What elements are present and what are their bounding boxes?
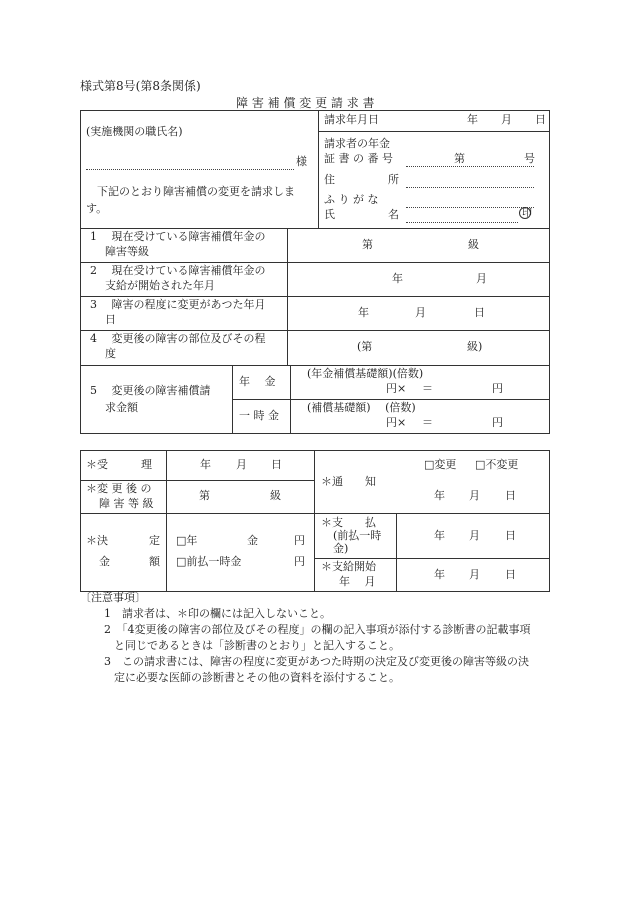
row2-year: 年 xyxy=(392,272,403,285)
row1-label: 1 現在受けている障害補償年金の xyxy=(90,230,266,243)
office-start-day: 日 xyxy=(505,568,516,581)
row5-pension-label: 年 金 xyxy=(239,375,276,388)
office-payment-label-end: 金) xyxy=(333,542,349,555)
office-grade-kyu: 級 xyxy=(270,489,281,502)
office-notice-year: 年 xyxy=(434,489,445,502)
request-statement-cont: す。 xyxy=(86,202,108,215)
office-receipt-year: 年 xyxy=(200,458,211,471)
furigana-label: ふ り が な xyxy=(324,193,379,206)
row5-pension-eq: ＝ xyxy=(422,382,433,395)
seal-mark: 印 xyxy=(522,208,532,219)
row5-lump-eq: ＝ xyxy=(422,416,433,429)
name-label-b: 名 xyxy=(388,208,399,221)
office-receipt-label: ＊受 理 xyxy=(86,458,152,471)
row2-label: 2 現在受けている障害補償年金の xyxy=(90,264,266,277)
note-2: 2 「4変更後の障害の部位及びその程度」の欄の記入事項が添付する診断書の記載事項 xyxy=(104,623,531,636)
row4-dai: (第 xyxy=(357,340,373,353)
name-line xyxy=(406,222,518,223)
office-receipt-day: 日 xyxy=(271,458,282,471)
office-grade-label: ＊変 更 後 の xyxy=(86,482,152,495)
note-3: 3 この請求書には、障害の程度に変更があつた時期の決定及び変更後の障害等級の決 xyxy=(104,655,529,668)
address-label: 住 xyxy=(324,173,335,186)
official-name-label: (実施機関の職氏名) xyxy=(86,125,183,138)
request-date-day: 日 xyxy=(535,113,546,126)
row5-lump-label: 一 時 金 xyxy=(239,409,279,422)
office-notice-day: 日 xyxy=(505,489,516,502)
office-grade-label-cont: 障 害 等 級 xyxy=(99,497,154,510)
address-line xyxy=(406,187,534,188)
office-decision-label-b: 定 xyxy=(149,534,160,547)
office-notice-month: 月 xyxy=(469,489,480,502)
office-pension-yen: 円 xyxy=(294,534,305,547)
office-payment-month: 月 xyxy=(469,529,480,542)
office-start-month: 月 xyxy=(469,568,480,581)
office-start-year: 年 xyxy=(434,568,445,581)
notes-heading: 〔注意事項〕 xyxy=(80,591,146,604)
note-3-cont: 定に必要な医師の診断書とその他の資料を添付すること。 xyxy=(114,671,400,684)
office-grade-dai: 第 xyxy=(199,489,210,502)
note-2-cont: と同じであるときは「診断書のとおり」と記入すること。 xyxy=(114,639,400,652)
request-date-year: 年 xyxy=(467,113,478,126)
furigana-line xyxy=(406,207,534,208)
row4-label-cont: 度 xyxy=(105,347,116,360)
name-label: 氏 xyxy=(324,208,335,221)
row5-pension-yen: 円× xyxy=(386,382,407,395)
office-amount-label: 金 xyxy=(99,555,110,568)
office-changed-checkbox: □変更 xyxy=(424,458,457,471)
official-name-line xyxy=(86,169,294,170)
row3-month: 月 xyxy=(415,306,426,319)
row1-dai: 第 xyxy=(362,238,373,251)
row5-lump-result: 円 xyxy=(492,416,503,429)
office-payment-year: 年 xyxy=(434,529,445,542)
row1-kyu: 級 xyxy=(468,238,479,251)
pension-cert-dai: 第 xyxy=(454,152,465,165)
row3-label: 3 障害の程度に変更があつた年月 xyxy=(90,298,266,311)
pension-cert-label: 請求者の年金 xyxy=(324,137,390,150)
row5-label: 5 変更後の障害補償請 xyxy=(90,384,211,397)
request-date-label: 請求年月日 xyxy=(324,113,379,126)
office-receipt-month: 月 xyxy=(236,458,247,471)
page-title: 障 害 補 償 変 更 請 求 書 xyxy=(236,96,375,110)
row5-label-cont: 求金額 xyxy=(105,401,138,414)
pension-cert-label-cont: 証 書 の 番 号 xyxy=(324,152,393,165)
note-1: 1 請求者は、＊印の欄には記入しないこと。 xyxy=(104,607,331,620)
office-pension-checkbox: □年 xyxy=(176,534,198,547)
office-notice-label: ＊通 知 xyxy=(321,475,376,488)
office-advance-checkbox: □前払一時金 xyxy=(176,555,242,568)
pension-cert-go: 号 xyxy=(524,152,535,165)
form-number: 様式第8号(第8条関係) xyxy=(80,79,201,93)
office-advance-yen: 円 xyxy=(294,555,305,568)
row3-day: 日 xyxy=(474,306,485,319)
row3-label-cont: 日 xyxy=(105,313,116,326)
request-date-month: 月 xyxy=(501,113,512,126)
office-payment-day: 日 xyxy=(505,529,516,542)
row2-month: 月 xyxy=(476,272,487,285)
office-payment-label-cont: (前払一時 xyxy=(333,529,382,542)
row4-kyu: 級) xyxy=(467,340,483,353)
row2-label-cont: 支給が開始された年月 xyxy=(105,279,215,292)
row3-year: 年 xyxy=(358,306,369,319)
request-statement: 下記のとおり障害補償の変更を請求しま xyxy=(97,185,295,198)
office-start-label: ＊支給開始 xyxy=(321,560,376,573)
row5-pension-formula: (年金補償基礎額)(倍数) xyxy=(307,367,424,380)
row5-pension-result: 円 xyxy=(492,382,503,395)
honorific: 様 xyxy=(296,155,307,168)
office-decision-label: ＊決 xyxy=(86,534,108,547)
office-pension-kin: 金 xyxy=(247,534,258,547)
office-amount-label-b: 額 xyxy=(149,555,160,568)
office-start-label-cont: 年 月 xyxy=(339,575,376,588)
row4-label: 4 変更後の障害の部位及びその程 xyxy=(90,332,266,345)
pension-cert-line xyxy=(406,166,534,167)
address-label-b: 所 xyxy=(388,173,399,186)
office-unchanged-checkbox: □不変更 xyxy=(475,458,519,471)
row5-lump-yen: 円× xyxy=(386,416,407,429)
row5-lump-formula: (補償基礎額) (倍数) xyxy=(307,401,416,414)
row1-label-cont: 障害等級 xyxy=(105,245,149,258)
office-payment-label: ＊支 払 xyxy=(321,516,376,529)
